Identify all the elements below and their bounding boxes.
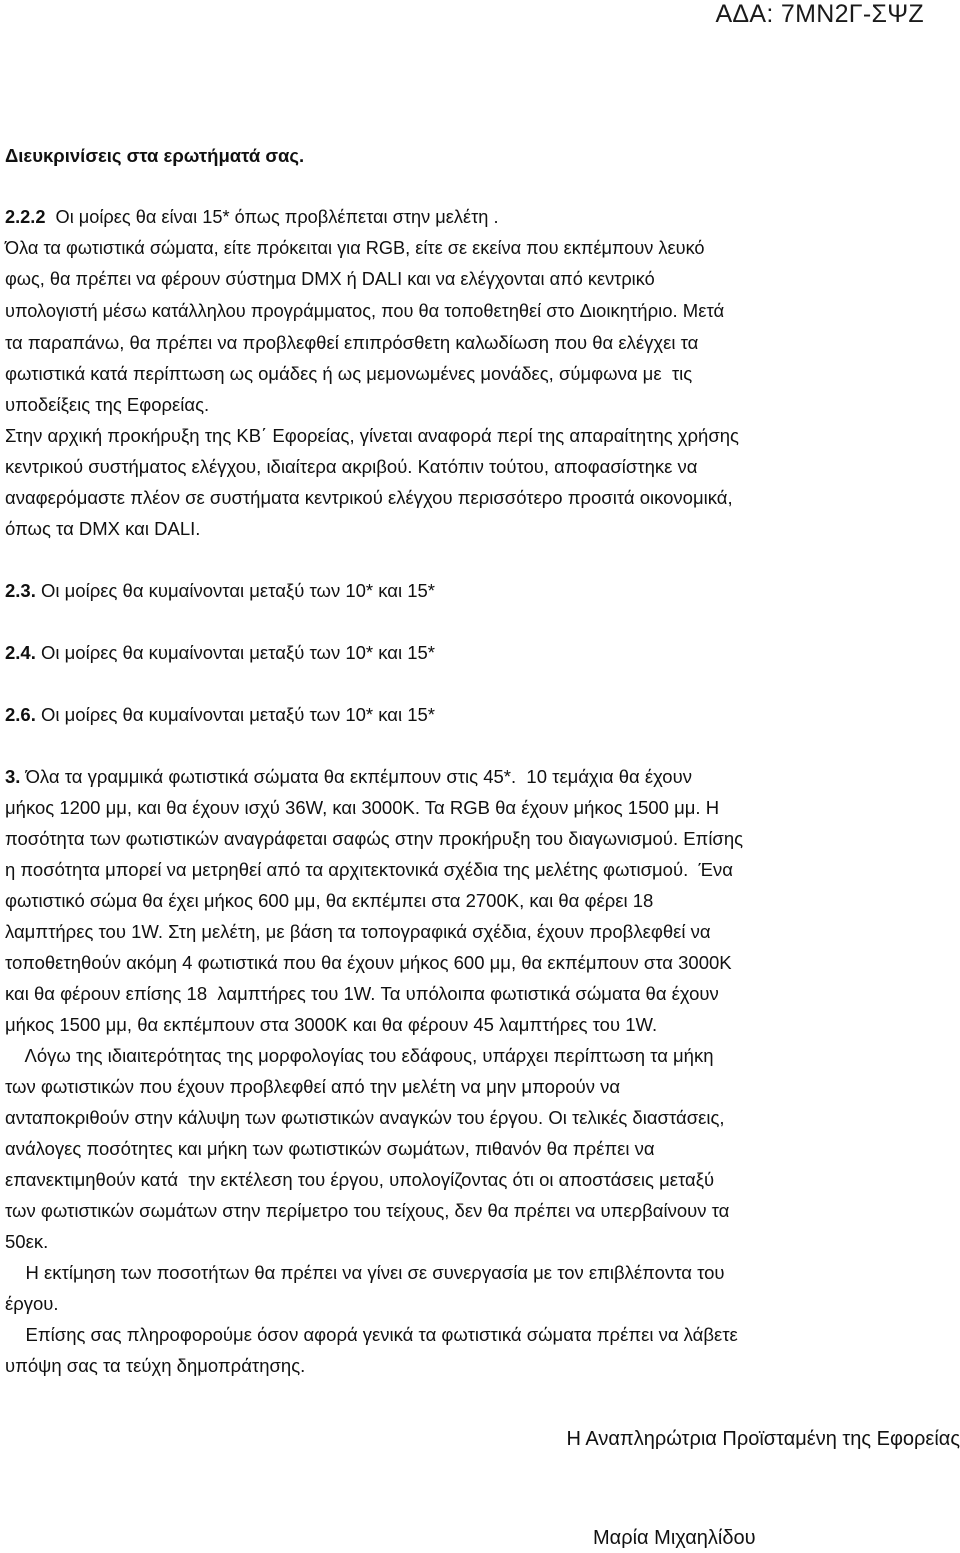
text-line: έργου.	[5, 1293, 59, 1314]
text-line	[5, 761, 955, 792]
text-line: Όλα τα φωτιστικά σώματα, είτε πρόκειται για RGB, είτε σε εκείνα που εκπέμπουν λευκό	[5, 238, 705, 258]
text-line: τα παραπάνω, θα πρέπει να προβλεφθεί επιπρόσθετη καλωδίωση που θα ελέγχει τα	[5, 332, 699, 353]
text-line: και θα φέρουν επίσης 18 λαμπτήρες του 1W. Τα υπόλοιπα φωτιστικά σώματα θα έχουν	[5, 983, 719, 1004]
text-line: Λόγω της ιδιαιτερότητας της μορφολογίας του εδάφους, υπάρχει περίπτωση τα μήκη	[5, 1045, 714, 1066]
text-line: Η εκτίμηση των ποσοτήτων θα πρέπει να γίνει σε συνεργασία με τον επιβλέποντα του	[5, 1262, 725, 1283]
text-line: τοποθετηθούν ακόμη 4 φωτιστικά που θα έχουν μήκος 600 μμ, θα εκπέμπουν στα 3000Κ	[5, 952, 732, 973]
item-2-4	[5, 637, 955, 668]
text-line: υπόψη σας τα τεύχη δημοπράτησης.	[5, 1355, 306, 1376]
section-number: 3.	[5, 766, 21, 787]
text-line: φωτιστικά κατά περίπτωση ως ομάδες ή ως μεμονωμένες μονάδες, σύμφωνα με τις	[5, 363, 693, 384]
text-line: ανάλογες ποσότητες και μήκη των φωτιστικών σωμάτων, πιθανόν θα πρέπει να	[5, 1138, 655, 1159]
item-text: Οι μοίρες θα κυμαίνονται μεταξύ των 10* και 15*	[35, 704, 435, 725]
text-span: Διοικητήριο. Μετά	[579, 300, 725, 321]
item-number: 2.6.	[5, 704, 36, 725]
text-line: αναφερόμαστε πλέον σε συστήματα κεντρικού ελέγχου περισσότερο προσιτά οικονομικά,	[5, 487, 733, 508]
item-text: Οι μοίρες θα κυμαίνονται μεταξύ των 10* και 15*	[35, 580, 435, 601]
text-line	[5, 202, 955, 233]
ada-number: ΑΔΑ: 7ΜΝ2Γ-ΣΨΖ	[715, 0, 924, 28]
text-line: φως, θα πρέπει να φέρουν σύστημα DMX ή DALI και να ελέγχονται από κεντρικό	[5, 269, 655, 289]
text-line: Επίσης σας πληροφορούμε όσον αφορά γενικά τα φωτιστικά σώματα πρέπει να λάβετε	[5, 1324, 738, 1345]
text-line: ποσότητα των φωτιστικών αναγράφεται σαφώς στην προκήρυξη του διαγωνισμού. Επίσης	[5, 828, 744, 849]
text-line: φωτιστικό σώμα θα έχει μήκος 600 μμ, θα εκπέμπει στα 2700Κ, και θα φέρει 18	[5, 890, 654, 911]
document-body	[5, 140, 955, 1381]
text-span: Οι μοίρες θα είναι 15* όπως προβλέπεται στην μελέτη .	[45, 207, 499, 227]
text-span: Όλα τα γραμμικά φωτιστικά σώματα θα εκπέμπουν στις 45*. 10 τεμάχια θα έχουν	[20, 766, 692, 787]
section-number: 2.2.2	[5, 207, 46, 227]
text-span: υπολογιστή μέσω κατάλληλου προγράμματος, που θα τοποθετηθεί στο	[5, 301, 580, 321]
text-line: Στην αρχική προκήρυξη της ΚΒ΄ Εφορείας, γίνεται αναφορά περί της απαραίτητης χρήσης	[5, 425, 739, 446]
section-2-2-2	[5, 202, 955, 544]
signature-title: Η Αναπληρώτρια Προϊσταμένη της Εφορείας	[566, 1428, 960, 1450]
text-line	[5, 295, 955, 327]
item-number: 2.3.	[5, 580, 36, 601]
item-text: Οι μοίρες θα κυμαίνονται μεταξύ των 10* και 15*	[35, 642, 435, 663]
item-2-3	[5, 575, 955, 606]
text-line: υποδείξεις της Εφορείας.	[5, 394, 210, 415]
text-line: λαμπτήρες του 1W. Στη μελέτη, με βάση τα τοπογραφικά σχέδια, έχουν προβλεφθεί να	[5, 921, 711, 942]
text-line: των φωτιστικών που έχουν προβλεφθεί από την μελέτη να μην μπορούν να	[5, 1076, 621, 1097]
text-line: όπως τα DMX και DALI.	[5, 518, 201, 539]
text-line: κεντρικού συστήματος ελέγχου, ιδιαίτερα ακριβού. Κατόπιν τούτου, αποφασίστηκε να	[5, 456, 698, 477]
item-2-6	[5, 699, 955, 730]
signature-name: Μαρία Μιχαηλίδου	[593, 1527, 756, 1549]
section-3	[5, 761, 955, 1381]
text-line: η ποσότητα μπορεί να μετρηθεί από τα αρχιτεκτονικά σχέδια της μελέτης φωτισμού. Ένα	[5, 859, 733, 880]
text-line: επανεκτιμηθούν κατά την εκτέλεση του έργου, υπολογίζοντας ότι οι αποστάσεις μεταξύ	[5, 1169, 715, 1190]
heading: Διευκρινίσεις στα ερωτήματά σας.	[5, 145, 305, 166]
text-line: μήκος 1500 μμ, θα εκπέμπουν στα 3000Κ και θα φέρουν 45 λαμπτήρες του 1W.	[5, 1014, 658, 1035]
text-line: των φωτιστικών σωμάτων στην περίμετρο του τείχους, δεν θα πρέπει να υπερβαίνουν τα	[5, 1200, 730, 1221]
item-number: 2.4.	[5, 642, 36, 663]
text-line: ανταποκριθούν στην κάλυψη των φωτιστικών αναγκών του έργου. Οι τελικές διαστάσεις,	[5, 1107, 725, 1128]
text-line: μήκος 1200 μμ, και θα έχουν ισχύ 36W, και 3000Κ. Τα RGB θα έχουν μήκος 1500 μμ. Η	[5, 797, 720, 818]
text-line: 50εκ.	[5, 1231, 49, 1252]
